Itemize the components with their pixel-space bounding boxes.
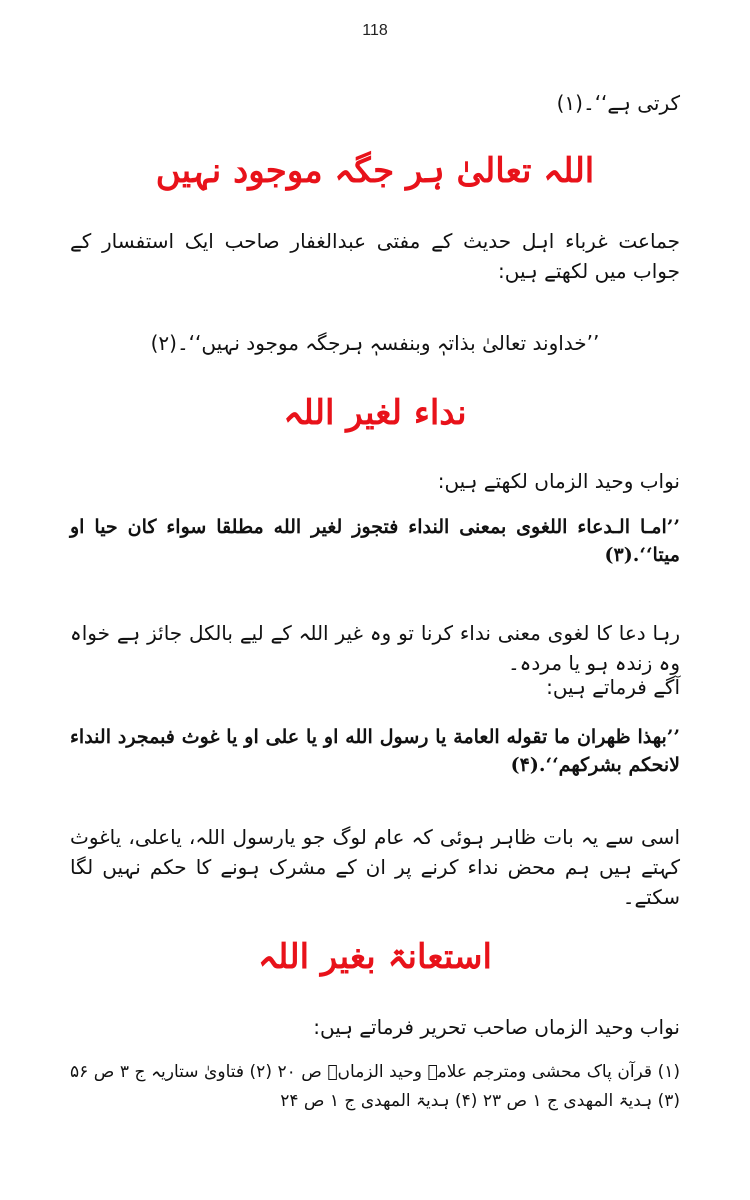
footnotes: (۱) قرآن پاک محشی ومترجم علامہ وحید الزماںؒ ص ۲۰ (۲) فتاویٰ ستاریہ ج ۳ ص ۵۶ (۳) ہدیۃ المھدی ج ۱ ص ۲۳ (۴) ہدیۃ المھدی ج ۱ ص ۲۴ bbox=[70, 1062, 680, 1111]
arabic-quote-dua: ’’امـا الـدعاء اللغوی بمعنی النداء فتجوز لغیر الله مطلقا سواء کان حیا او میتا‘‘.(۳) bbox=[70, 516, 680, 566]
page-number: 118 bbox=[362, 22, 388, 39]
heading-allah-not-everywhere: اللہ تعالیٰ ہر جگہ موجود نہیں bbox=[155, 151, 595, 191]
heading-nida-lighairillah: نداء لغیر اللہ bbox=[283, 393, 467, 433]
heading-istianat: استعانۃ بغیر اللہ bbox=[258, 937, 492, 977]
paragraph-nawab-tahrir: نواب وحید الزماں صاحب تحریر فرماتے ہیں: bbox=[313, 1015, 680, 1039]
paragraph-mufti-abdul-ghaffar: جماعت غرباء اہل حدیث کے مفتی عبدالغفار صاحب ایک استفسار کے جواب میں لکھتے ہیں: bbox=[70, 229, 680, 283]
paragraph-nawab-likhte: نواب وحید الزماں لکھتے ہیں: bbox=[437, 469, 680, 493]
paragraph-continuation: کرتی ہے‘‘۔(۱) bbox=[556, 91, 680, 115]
paragraph-explanation: اسی سے یہ بات ظاہر ہوئی کہ عام لوگ جو یارسول اللہ، یاعلی، یاغوث کہتے ہیں ہم محض نداء کرنے پر ان کے مشرک ہونے کا حکم نہیں لگا سکتے۔ bbox=[70, 825, 680, 909]
arabic-quote-nida: ’’بھذا ظھران ما تقوله العامة یا رسول الله او یا علی او یا غوث فبمجرد النداء لانحکم بشرکھم‘‘.(۴) bbox=[70, 726, 680, 776]
paragraph-dua-meaning: رہا دعا کا لغوی معنی نداء کرنا تو وہ غیر اللہ کے لیے بالکل جائز ہے خواہ وہ زندہ ہو یا مردہ۔ bbox=[70, 621, 680, 675]
paragraph-aage-farmate: آگے فرماتے ہیں: bbox=[546, 675, 680, 699]
quote-khudawand: ’’خداوند تعالیٰ بذاتہٖ وبنفسہٖ ہرجگہ موجود نہیں‘‘۔(۲) bbox=[150, 331, 600, 355]
